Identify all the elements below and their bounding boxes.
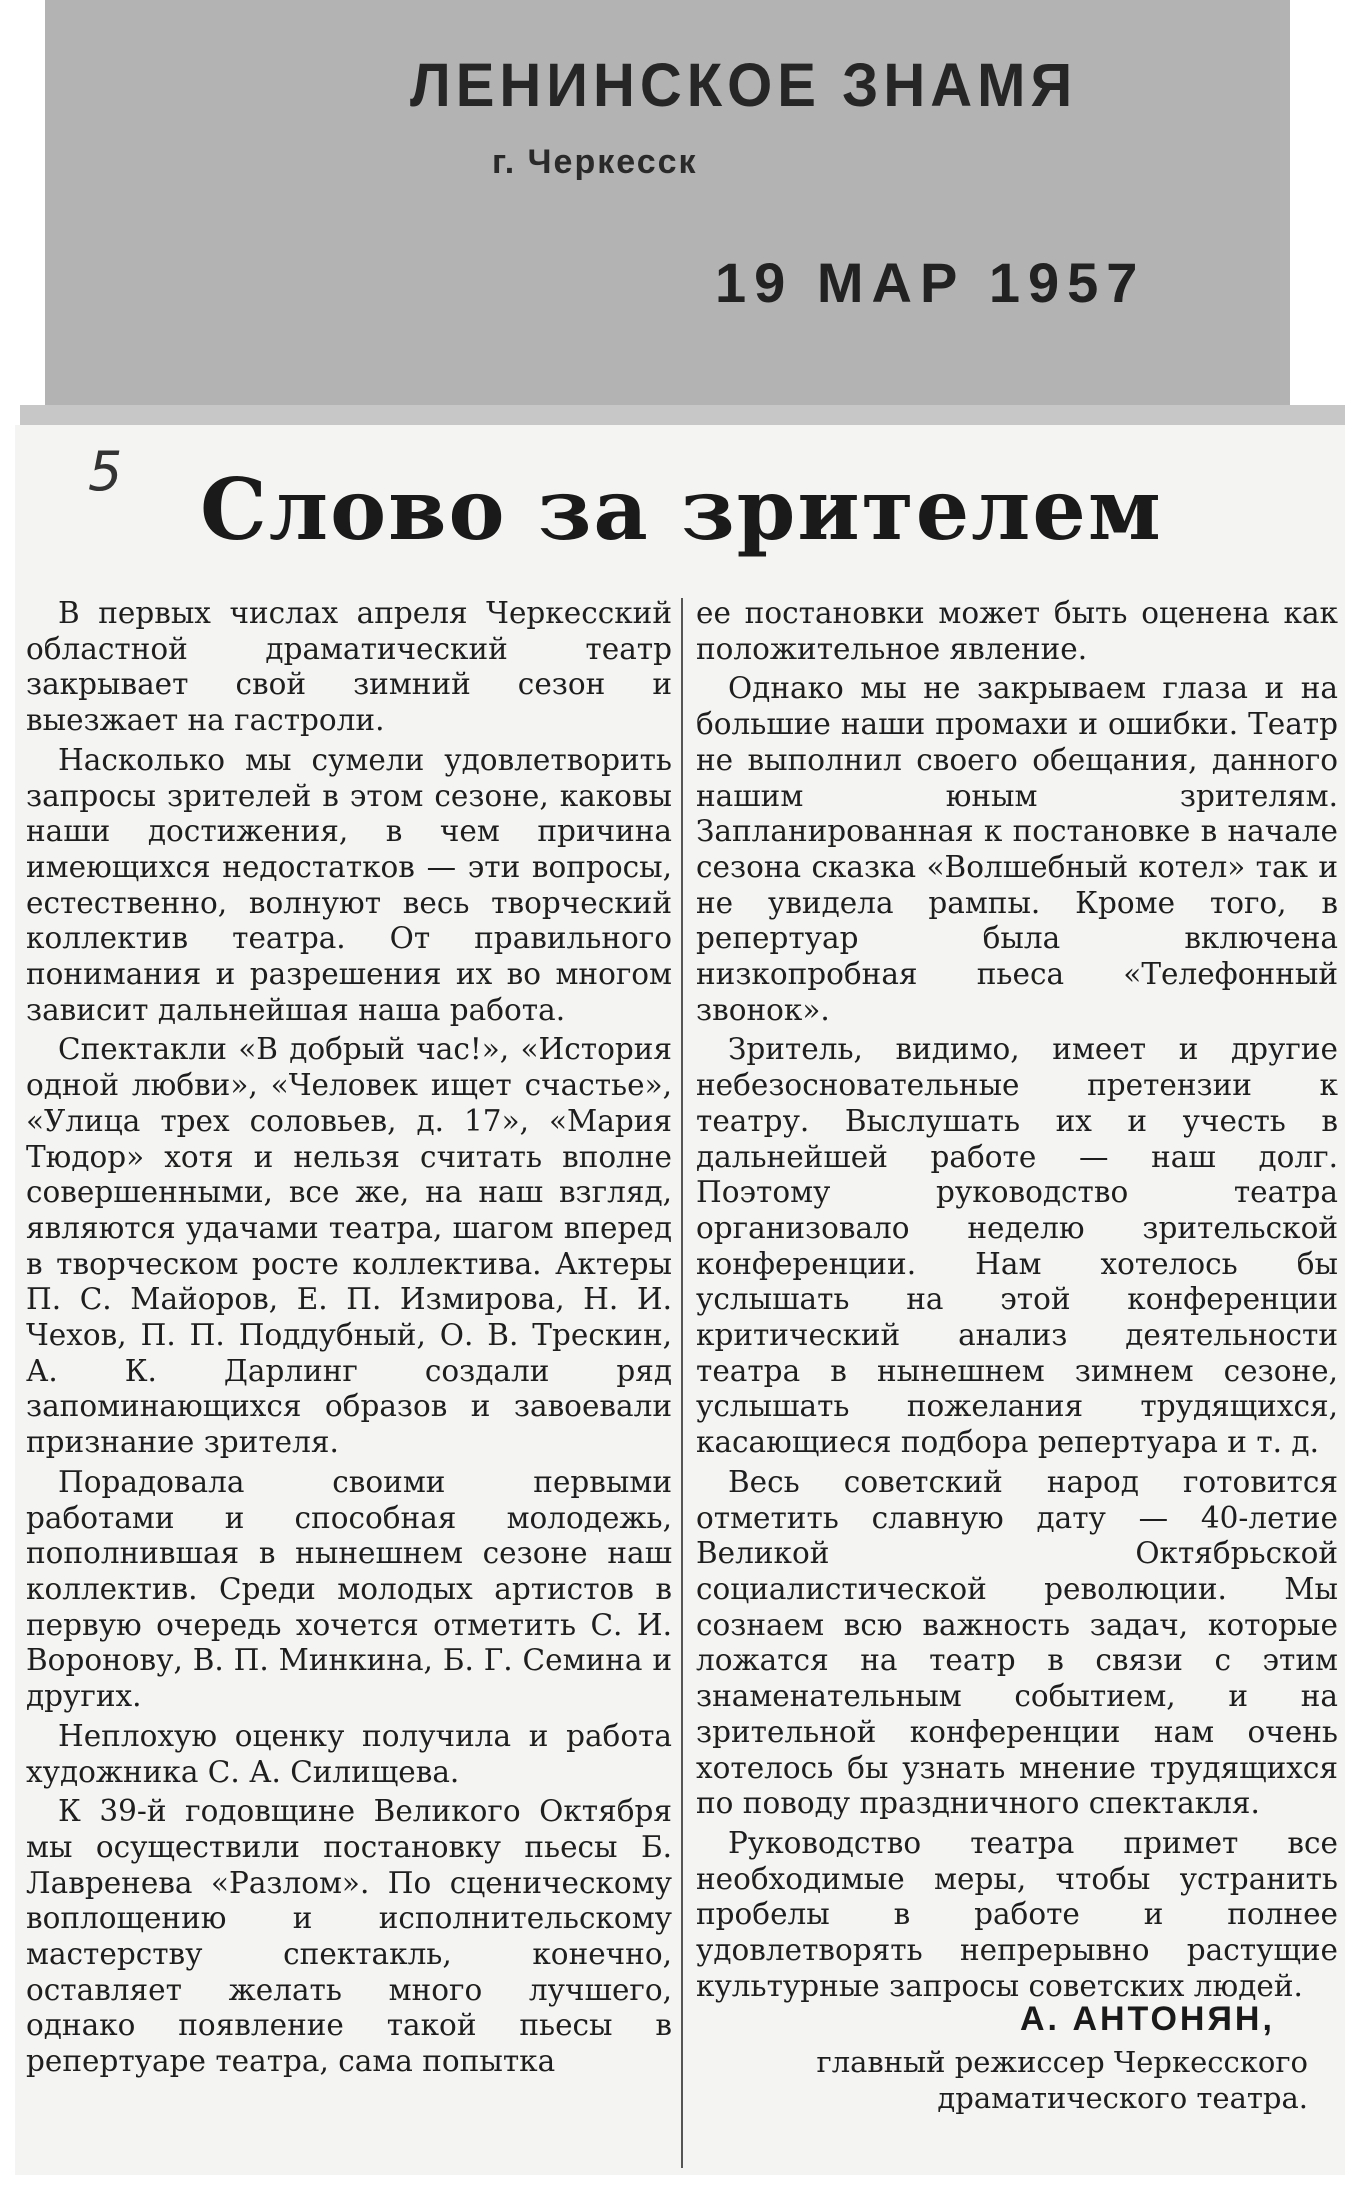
author-role: главный режиссер Черкесского драматического театра. (816, 2045, 1308, 2115)
article-column-right (696, 596, 1338, 2008)
paragraph: Неплохую оценку получила и работа художника С. А. Силищева. (26, 1718, 672, 1789)
paragraph: Спектакли «В добрый час!», «История одной любви», «Человек ищет счастье», «Улица трех соловьев, д. 17», «Мария Тюдор» хотя и нельзя считать вполне совершенными, все же, на наш взгляд, являются удачами театра, шагом вперед в творческом росте коллектива. Актеры П. С. Майоров, Е. П. Измирова, Н. И. Чехов, П. П. Поддубный, О. В. Трескин, А. К. Дарлинг создали ряд запоминающихся образов и завоевали признание зрителя. (26, 1032, 672, 1460)
newspaper-stamp-title: ЛЕНИНСКОЕ ЗНАМЯ (410, 51, 1078, 120)
author-name: А. АНТОНЯН, (1020, 2000, 1275, 2038)
newspaper-stamp-city: г. Черкесск (492, 143, 698, 181)
paragraph: Насколько мы сумели удовлетворить запросы зрителей в этом сезоне, каковы наши достижения, в чем причина имеющихся недостатков — эти вопросы, естественно, волнуют весь творческий коллектив театра. От правильного понимания и разрешения их во многом зависит дальнейшая наша работа. (26, 742, 672, 1027)
paragraph: Зритель, видимо, имеет и другие небезосновательные претензии к театру. Выслушать их и учесть в дальнейшей работе — наш долг. Поэтому руководство театра организовало неделю зрительской конференции. Нам хотелось бы услышать на этой конференции критический анализ деятельности театра в нынешнем зимнем сезоне, услышать пожелания трудящихся, касающиеся подбора репертуара и т. д. (696, 1032, 1338, 1460)
article-headline: Слово за зрителем (200, 460, 1163, 559)
paragraph: Руководство театра примет все необходимые меры, чтобы устранить пробелы в работе и полнее удовлетворять непрерывно растущие культурные запросы советских людей. (696, 1825, 1338, 2003)
newspaper-stamp-date: 19 МАР 1957 (715, 251, 1146, 314)
paragraph: К 39-й годовщине Великого Октября мы осуществили постановку пьесы Б. Лавренева «Разлом». По сценическому воплощению и исполнительскому мастерству спектакль, конечно, оставляет желать много лучшего, однако появление такой пьесы в репертуаре театра, сама попытка (26, 1794, 672, 2079)
paragraph: ее постановки может быть оценена как положительное явление. (696, 596, 1338, 666)
paragraph: Однако мы не закрываем глаза и на большие наши промахи и ошибки. Театр не выполнил своего обещания, данного нашим юным зрителям. Запланированная к постановке в начале сезона сказка «Волшебный котел» так и не увидела рампы. Кроме того, в репертуар была включена низкопробная пьеса «Телефонный звонок». (696, 671, 1338, 1027)
column-divider (681, 598, 683, 2168)
paragraph: Весь советский народ готовится отметить славную дату — 40-летие Великой Октябрьской социалистической революции. Мы сознаем всю важность задач, которые ложатся на театр в связи с этим знаменательным событием, и на зрительной конференции нам очень хотелось бы узнать мнение трудящихся по поводу праздничного спектакля. (696, 1464, 1338, 1821)
paragraph: Порадовала своими первыми работами и способная молодежь, пополнившая в нынешнем сезоне наш коллектив. Среди молодых артистов в первую очередь хочется отметить С. И. Воронову, В. П. Минкина, Б. Г. Семина и других. (26, 1464, 672, 1714)
handwritten-page-number: 5 (88, 440, 123, 503)
article-column-left (26, 596, 672, 2084)
paragraph: В первых числах апреля Черкесский областной драматический театр закрывает свой зимний сезон и выезжает на гастроли. (26, 596, 672, 738)
